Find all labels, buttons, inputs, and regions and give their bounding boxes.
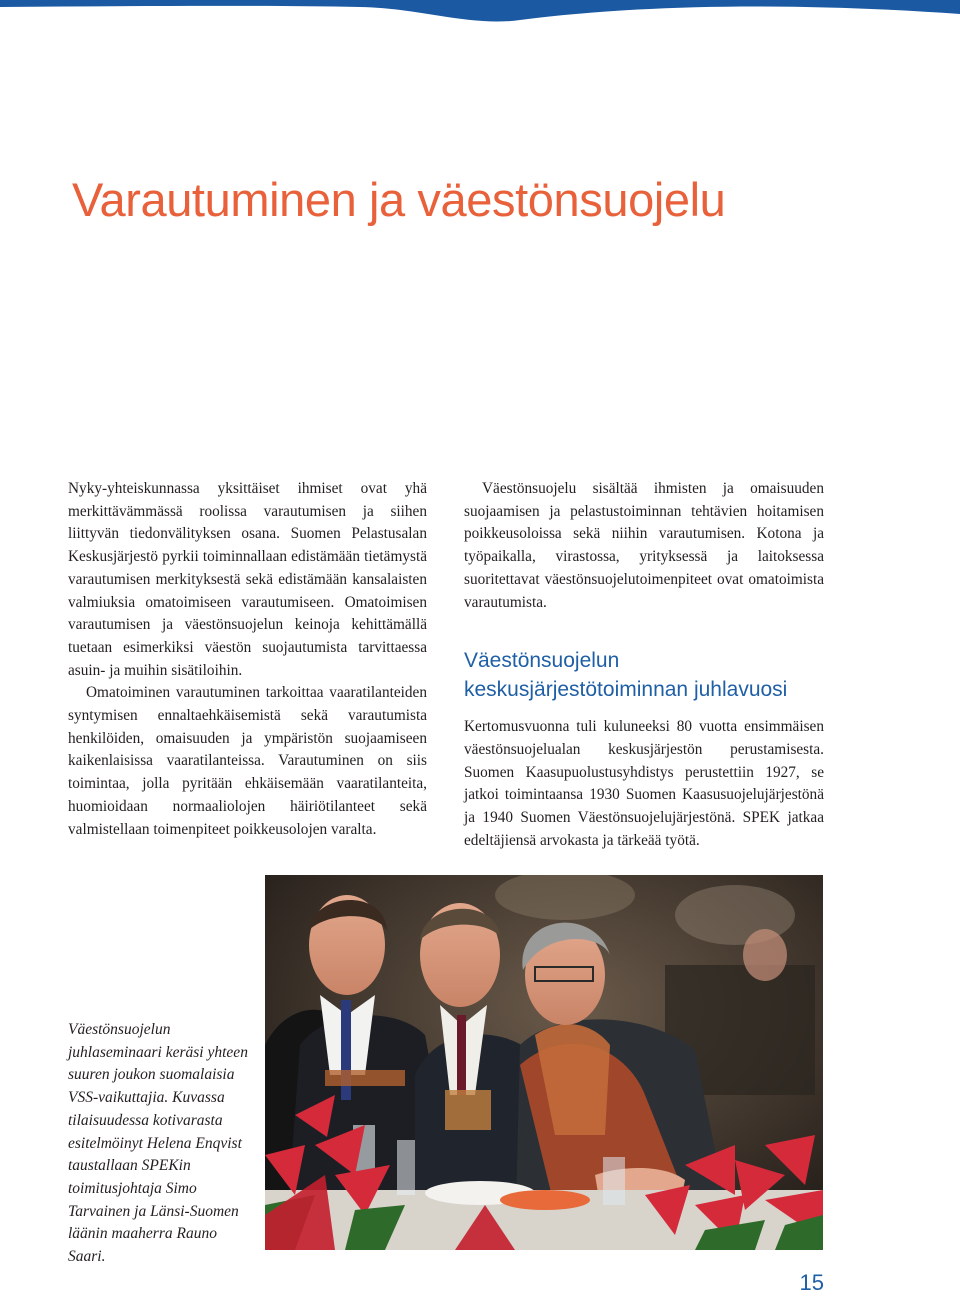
right-paragraph-1: Väestönsuojelu sisältää ihmisten ja omaisuuden suojaamisen ja pelastustoiminnan tehtävien hoitamisen poikkeusoloissa sekä niihin varautumisen. Kotona ja työpaikalla, virastossa, yrityksessä ja laitoksessa suoritettavat väestönsuojelutoimenpiteet ovat omatoimista varautumista. [464, 480, 824, 611]
right-paragraph-2: Kertomusvuonna tuli kuluneeksi 80 vuotta ensimmäisen väestönsuojelualan keskusjärjestön perustamisesta. Suomen Kaasupuolustusyhdistys perustettiin 1927, se jatkoi toimintaansa 1930 Suomen Kaasusuojelujärjestönä ja 1940 Suomen Väestönsuojelujärjestönä. SPEK jatkaa edeltäjiensä arvokasta ja tärkeää työtä. [464, 718, 824, 849]
page-title: Varautuminen ja väestönsuojelu [72, 173, 726, 226]
section-heading-line-2: keskusjärjestötoiminnan juhlavuosi [464, 678, 788, 702]
page-number: 15 [799, 1270, 824, 1295]
section-heading-line-1: Väestönsuojelun [464, 649, 620, 673]
header-wave [0, 0, 960, 40]
caption-box [32, 995, 264, 1266]
left-paragraph-2: Omatoiminen varautuminen tarkoittaa vaaratilanteiden syntymisen ennaltaehkäisemistä sekä varautumista henkilöiden, omaisuuden ja ympäristön suojaamiseen kaikenlaisissa vaaratilanteissa. Varautuminen on siis toimintaa, jolla pyritään ehkäisemään vaaratilanteita, huomioidaan normaaliolojen häiriötilanteet sekä valmistellaan toimenpiteet poikkeusolojen varalta. [68, 684, 427, 838]
left-column [68, 478, 427, 841]
left-paragraph-1: Nyky-yhteiskunnassa yksittäiset ihmiset ovat yhä merkittävämmässä roolissa varautumisen ja siihen liittyvän tiedonvälityksen osana. Suomen Pelastusalan Keskusjärjestö pyrkii toiminnallaan edistämään tietämystä varautumisen merkityksestä sekä edistämään kansalaisten valmiuksia omatoimiseen varautumiseen. Omatoimisen varautumisen ja väestönsuojelun keinoja kehittämällä tuetaan esimerkiksi väestön suojautumista tarvittaessa asuin- ja muihin sisätiloihin. [68, 480, 427, 679]
right-column [464, 478, 824, 852]
section-heading [464, 646, 824, 704]
photo-caption: Väestönsuojelun juhlaseminaari keräsi yhteen suuren joukon suomalaisia VSS-vaikuttajia. Kuvassa tilaisuudessa kotivarasta esitelmöinyt Helena Enqvist taustallaan SPEKin toimitusjohtaja Simo Tarvainen ja Länsi-Suomen läänin maaherra Rauno Saari. [68, 1021, 248, 1266]
event-photo [265, 875, 823, 1250]
